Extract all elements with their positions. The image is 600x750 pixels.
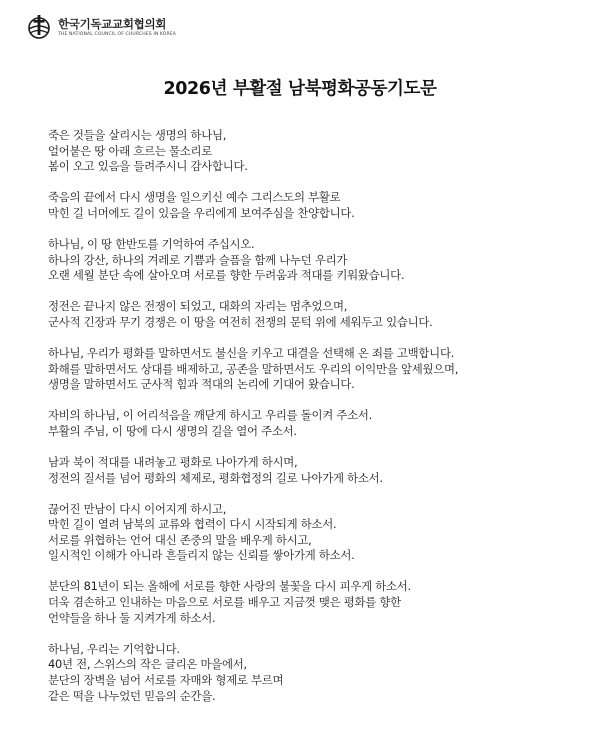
prayer-line: 끊어진 만남이 다시 이어지게 하시고,	[48, 501, 227, 516]
org-text	[58, 17, 176, 38]
prayer-line: 봄이 오고 있음을 들려주시니 감사합니다.	[48, 159, 248, 174]
prayer-line: 막힌 길이 열려 남북의 교류와 협력이 다시 시작되게 하소서.	[48, 517, 337, 532]
prayer-line: 막힌 길 너머에도 길이 있음을 우리에게 보여주심을 찬양합니다.	[48, 205, 355, 220]
prayer-line: 정전의 질서를 넘어 평화의 체제로, 평화협정의 길로 나아가게 하소서.	[48, 470, 383, 485]
prayer-line: 언약들을 하나 둘 지켜가게 하소서.	[48, 610, 216, 625]
prayer-line: 하나의 강산, 하나의 겨레로 기쁨과 슬픔을 함께 나누던 우리가	[48, 252, 348, 267]
org-name-english: THE NATIONAL COUNCIL OF CHURCHES IN KOREA	[58, 31, 177, 37]
prayer-stanza	[48, 502, 588, 564]
prayer-line: 남과 북이 적대를 내려놓고 평화로 나아가게 하시며,	[48, 454, 298, 469]
prayer-title: 2026년 부활절 남북평화공동기도문	[163, 79, 437, 99]
prayer-line: 분단의 장벽을 넘어 서로를 자매와 형제로 부르며	[48, 672, 284, 687]
prayer-line: 오랜 세월 분단 속에 살아오며 서로를 향한 두려움과 적대를 키워왔습니다.	[48, 268, 405, 283]
prayer-stanza	[48, 237, 588, 284]
prayer-stanza	[48, 299, 588, 330]
ncck-logo-icon	[26, 14, 52, 40]
prayer-line: 자비의 하나님, 이 어리석음을 깨닫게 하시고 우리를 돌이켜 주소서.	[48, 408, 373, 423]
prayer-line: 일시적인 이해가 아니라 흔들리지 않는 신뢰를 쌓아가게 하소서.	[48, 548, 355, 563]
prayer-line: 군사적 긴장과 무기 경쟁은 이 땅을 여전히 전쟁의 문턱 위에 세워두고 있습니다.	[48, 314, 433, 329]
prayer-line: 생명을 말하면서도 군사적 힘과 적대의 논리에 기대어 왔습니다.	[48, 377, 355, 392]
prayer-stanza	[48, 642, 588, 704]
org-header	[26, 12, 176, 42]
prayer-stanza	[48, 455, 588, 486]
prayer-line: 하나님, 우리가 평화를 말하면서도 불신을 키우고 대결을 선택해 온 죄를 고백합니다.	[48, 345, 455, 360]
prayer-line: 하나님, 우리는 기억합니다.	[48, 641, 180, 656]
prayer-line: 죽음의 끝에서 다시 생명을 일으키신 예수 그리스도의 부활로	[48, 190, 341, 205]
prayer-stanza	[48, 408, 588, 439]
prayer-line: 같은 떡을 나누었던 믿음의 순간을.	[48, 688, 216, 703]
prayer-body	[48, 128, 588, 720]
prayer-line: 하나님, 이 땅 한반도를 기억하여 주십시오.	[48, 236, 255, 251]
prayer-line: 얼어붙은 땅 아래 흐르는 물소리로	[48, 143, 213, 158]
prayer-line: 40년 전, 스위스의 작은 글리온 마을에서,	[48, 657, 247, 672]
prayer-stanza	[48, 346, 588, 393]
prayer-line: 분단의 81년이 되는 올해에 서로를 향한 사랑의 불꽃을 다시 피우게 하소서.	[48, 579, 411, 594]
prayer-line: 정전은 끝나지 않은 전쟁이 되었고, 대화의 자리는 멈추었으며,	[48, 299, 348, 314]
prayer-line: 죽은 것들을 살리시는 생명의 하나님,	[48, 128, 227, 142]
org-name-korean: 한국기독교교회협의회	[58, 16, 167, 31]
prayer-line: 더욱 겸손하고 인내하는 마음으로 서로를 배우고 지금껏 맺은 평화를 향한	[48, 595, 401, 610]
prayer-line: 부활의 주님, 이 땅에 다시 생명의 길을 열어 주소서.	[48, 423, 297, 438]
prayer-line: 화해를 말하면서도 상대를 배제하고, 공존을 말하면서도 우리의 이익만을 앞세웠으며,	[48, 361, 459, 376]
prayer-line: 서로를 위협하는 언어 대신 존중의 말을 배우게 하시고,	[48, 532, 312, 547]
prayer-stanza	[48, 128, 588, 175]
prayer-stanza	[48, 579, 588, 626]
prayer-stanza	[48, 190, 588, 221]
